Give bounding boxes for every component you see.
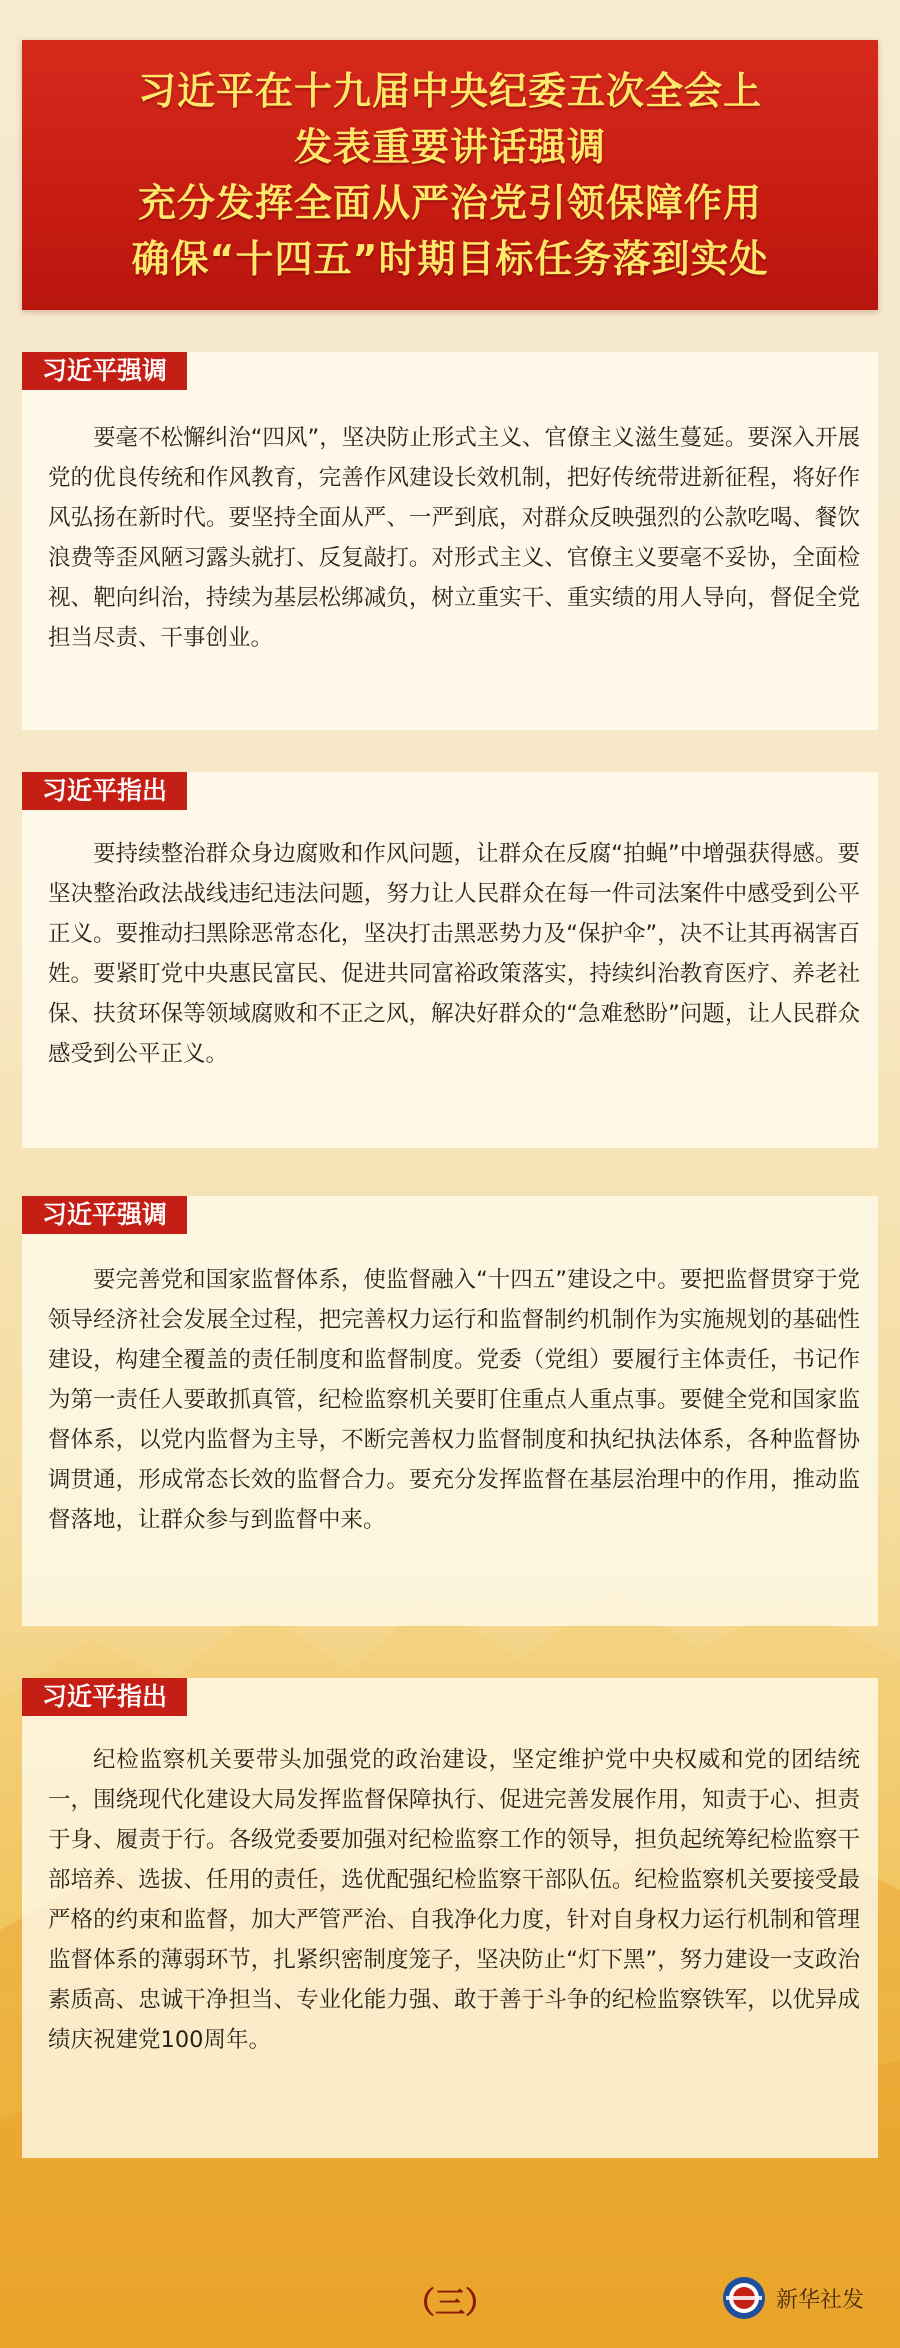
section-tag: 习近平指出: [22, 1678, 187, 1716]
section-text: 要完善党和国家监督体系，使监督融入“十四五”建设之中。要把监督贯穿于党领导经济社会发展全过程，把完善权力运行和监督制约机制作为实施规划的基础性建设，构建全覆盖的责任制度和监督制度。党委（党组）要履行主体责任，书记作为第一责任人要敢抓真管，纪检监察机关要盯住重点人重点事。要健全党和国家监督体系，以党内监督为主导，不断完善权力监督制度和执纪执法体系，各种监督协调贯通，形成常态长效的监督合力。要充分发挥监督在基层治理中的作用，推动监督落地，让群众参与到监督中来。: [48, 1267, 860, 1533]
section-tag: 习近平强调: [22, 352, 187, 390]
title-line: 确保“十四五”时期目标任务落到实处: [131, 237, 769, 281]
section-tag: 习近平强调: [22, 1196, 187, 1234]
xinhua-logo-icon: [722, 2276, 766, 2320]
title-banner: [22, 40, 878, 310]
title-line: 习近平在十九届中央纪委五次全会上: [137, 69, 762, 113]
section-text: 要持续整治群众身边腐败和作风问题，让群众在反腐“拍蝇”中增强获得感。要坚决整治政法战线违纪违法问题，努力让人民群众在每一件司法案件中感受到公平正义。要推动扫黑除恶常态化，坚决打击黑恶势力及“保护伞”，决不让其再祸害百姓。要紧盯党中央惠民富民、促进共同富裕政策落实，持续纠治教育医疗、养老社保、扶贫环保等领域腐败和不正之风，解决好群众的“急难愁盼”问题，让人民群众感受到公平正义。: [48, 841, 860, 1067]
title-line: 发表重要讲话强调: [293, 125, 606, 169]
title-line: 充分发挥全面从严治党引领保障作用: [137, 181, 762, 225]
section-text: 纪检监察机关要带头加强党的政治建设，坚定维护党中央权威和党的团结统一，围绕现代化建设大局发挥监督保障执行、促进完善发展作用，知责于心、担责于身、履责于行。各级党委要加强对纪检监察工作的领导，担负起统筹纪检监察干部培养、选拔、任用的责任，选优配强纪检监察干部队伍。纪检监察机关要接受最严格的约束和监督，加大严管严治、自我净化力度，针对自身权力运行机制和管理监督体系的薄弱环节，扎紧织密制度笼子，坚决防止“灯下黑”，努力建设一支政治素质高、忠诚干净担当、专业化能力强、敢于善于斗争的纪检监察铁军，以优异成绩庆祝建党100周年。: [48, 1747, 860, 2053]
brand-label: 新华社发: [775, 2287, 864, 2313]
xinhua-credit: [722, 2276, 864, 2320]
section-text: 要毫不松懈纠治“四风”，坚决防止形式主义、官僚主义滋生蔓延。要深入开展党的优良传统和作风教育，完善作风建设长效机制，把好传统带进新征程，将好作风弘扬在新时代。要坚持全面从严、一严到底，对群众反映强烈的公款吃喝、餐饮浪费等歪风陋习露头就打、反复敲打。对形式主义、官僚主义要毫不妥协，全面检视、靶向纠治，持续为基层松绑减负，树立重实干、重实绩的用人导向，督促全党担当尽责、干事创业。: [48, 425, 860, 651]
section-tag: 习近平指出: [22, 772, 187, 810]
page-number: （三）: [405, 2286, 495, 2321]
